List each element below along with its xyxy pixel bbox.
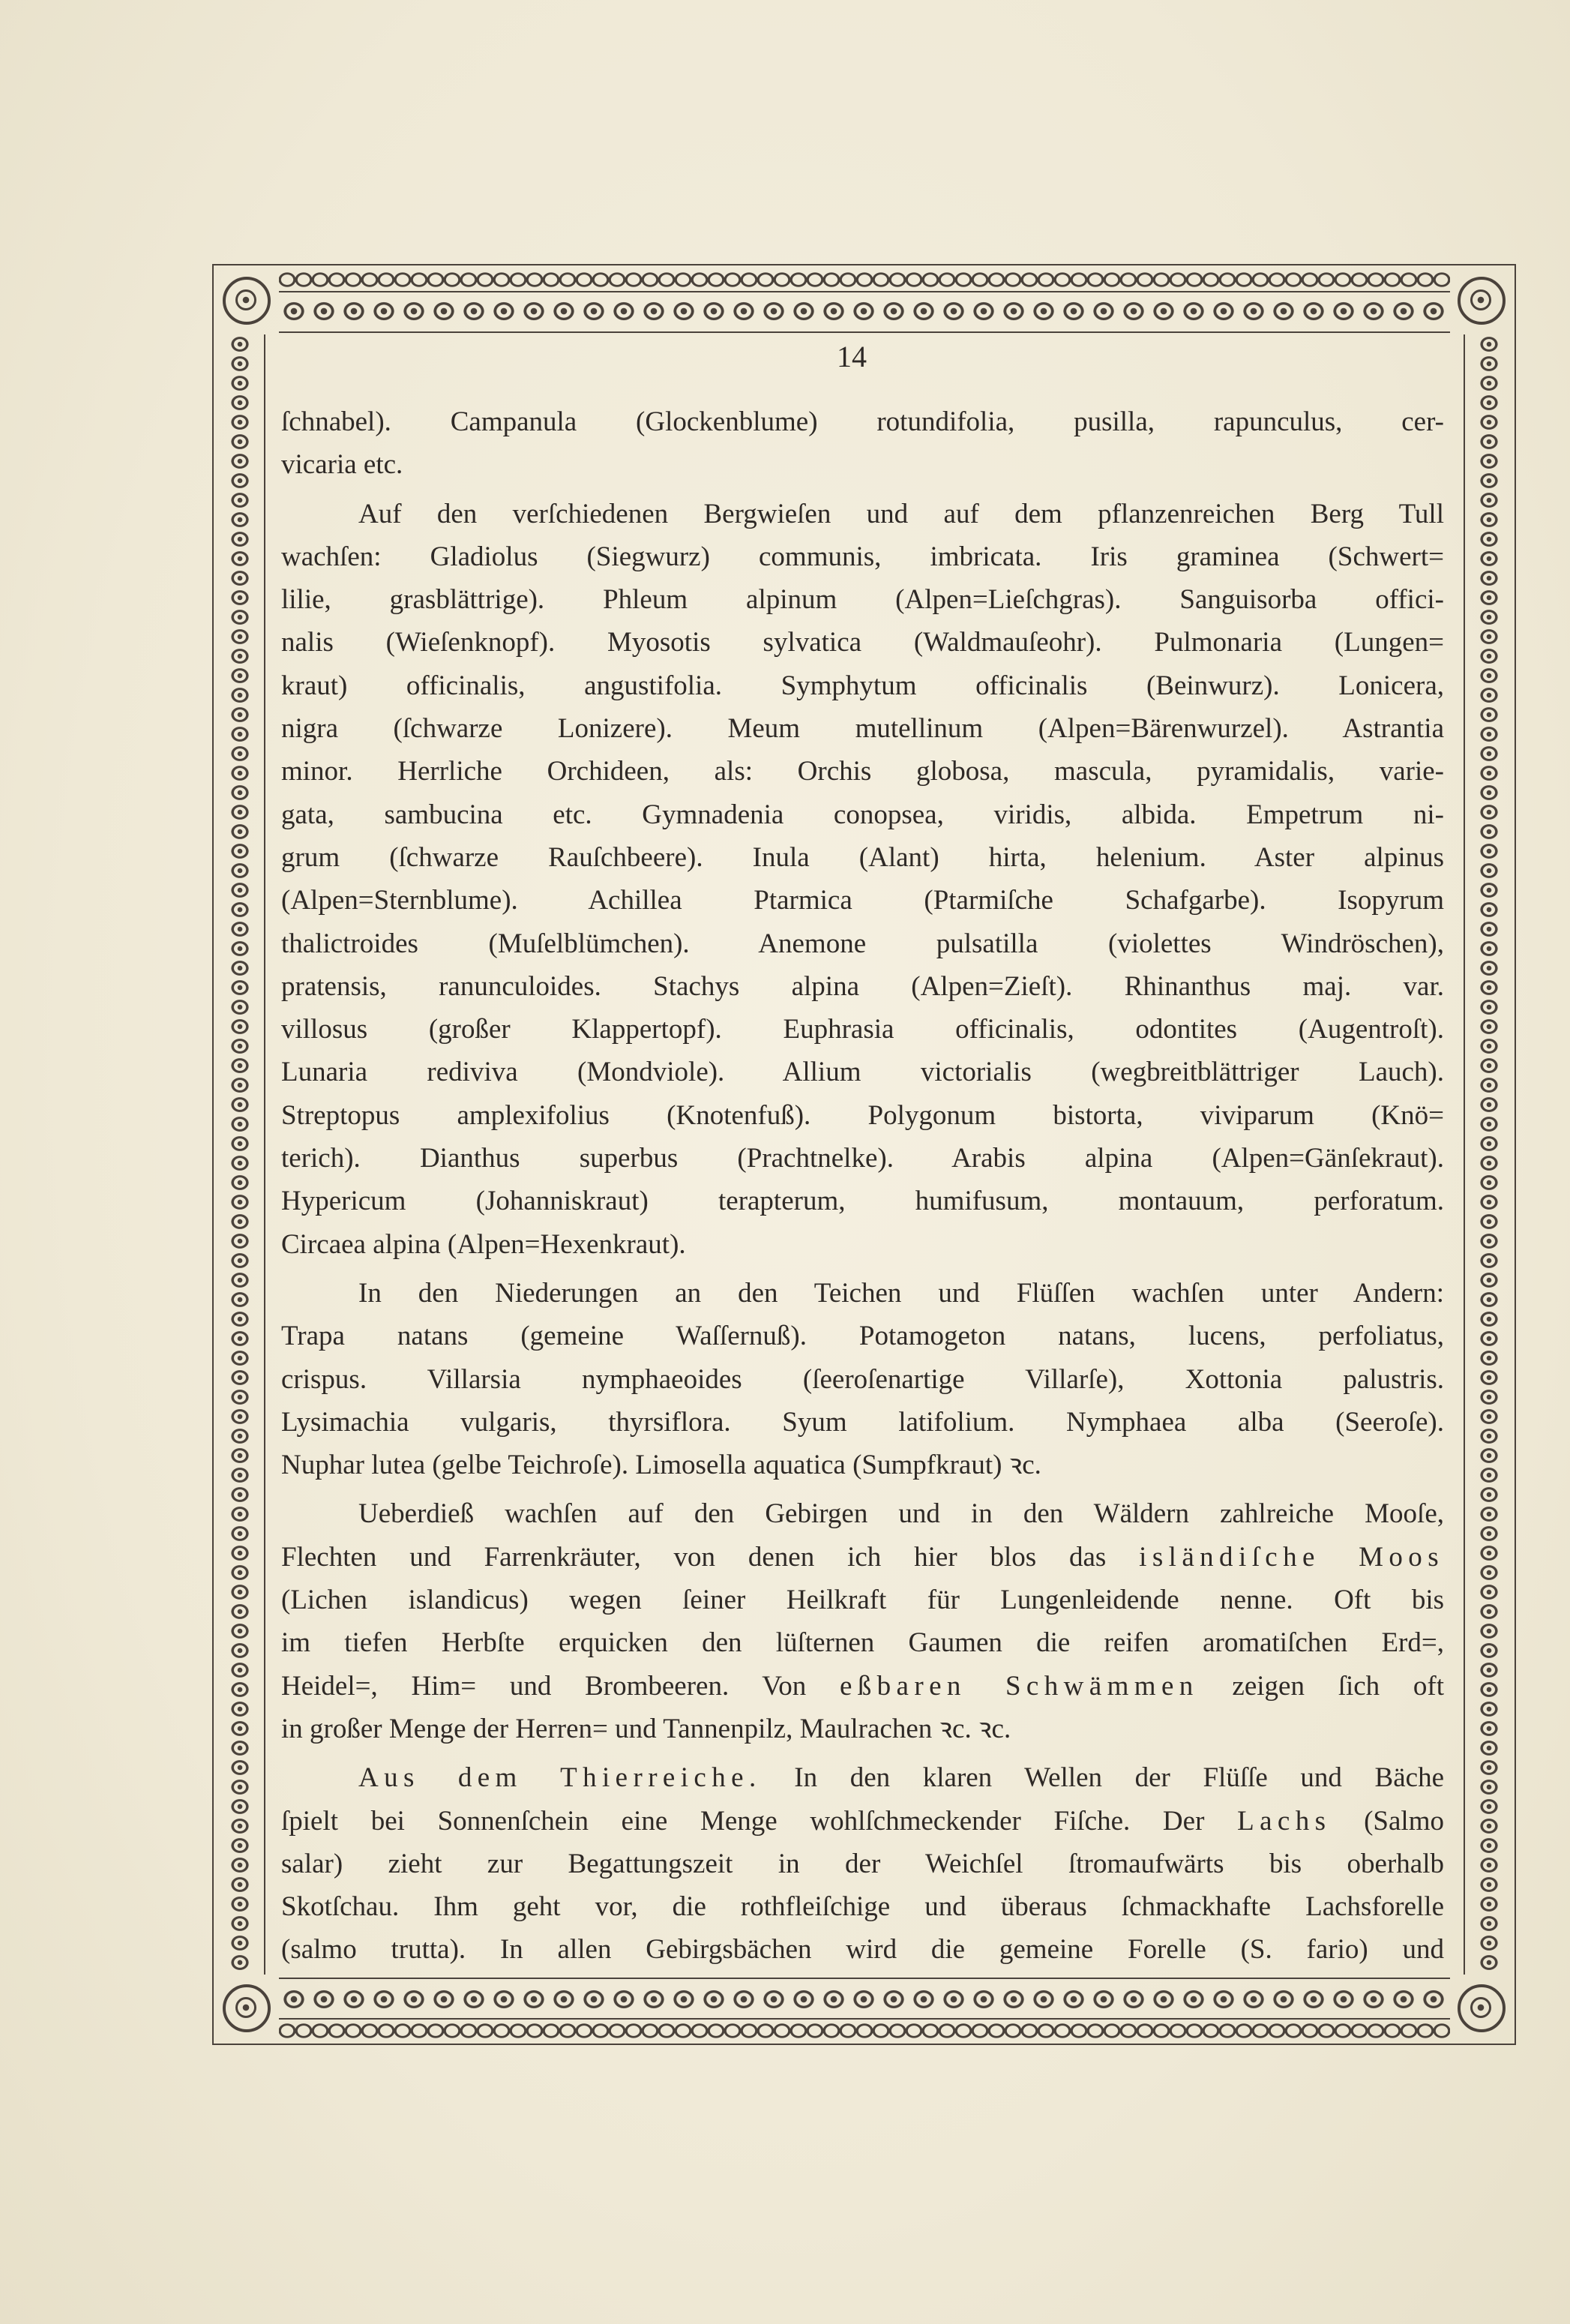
text-segment: ſpielt bei Sonnenſchein eine Menge wohlſchmeckender Fiſche. Der — [281, 1805, 1238, 1837]
text-line — [281, 879, 1444, 922]
text-line — [281, 1444, 1444, 1486]
text-segment: In den Niederungen an den Teichen und Flüſſen wachſen unter Andern: — [358, 1277, 1444, 1309]
text-line — [281, 750, 1444, 793]
text-line — [281, 1800, 1444, 1843]
text-segment: Hypericum (Johanniskraut) terapterum, humifusum, montauum, perforatum. — [281, 1186, 1444, 1217]
text-line — [281, 1180, 1444, 1222]
spaced-text: Lachs — [1237, 1805, 1332, 1837]
text-segment: villosus (großer Klappertopf). Euphrasia officinalis, odontites (Augentroſt). — [281, 1014, 1444, 1045]
right-ornament-band — [1464, 334, 1513, 1975]
text-segment: Lysimachia vulgaris, thyrsiflora. Syum latifolium. Nymphaea alba (Seeroſe). — [281, 1406, 1444, 1438]
text-line — [281, 1492, 1444, 1535]
text-line — [281, 836, 1444, 879]
spaced-text: Aus dem Thierreiche. — [358, 1762, 762, 1794]
text-segment: minor. Herrliche Orchideen, als: Orchis globosa, mascula, pyramidalis, varie- — [281, 756, 1444, 787]
text-line — [281, 1536, 1444, 1579]
text-segment: Streptopus amplexifolius (Knotenfuß). Polygonum bistorta, viviparum (Knö= — [281, 1099, 1444, 1131]
text-line — [281, 1928, 1444, 1971]
text-segment: Circaea alpina (Alpen=Hexenkraut). — [281, 1228, 686, 1260]
text-segment: vicaria etc. — [281, 449, 403, 481]
bottom-ornament-band — [279, 1978, 1450, 2044]
text-segment: Ueberdieß wachſen auf den Gebirgen und in den Wäldern zahlreiche Mooſe, — [358, 1498, 1444, 1530]
text-line — [281, 1401, 1444, 1444]
chain-ornament-row — [279, 2018, 1450, 2042]
text-line — [281, 535, 1444, 578]
text-segment: (Salmo — [1331, 1805, 1444, 1837]
text-line — [281, 1094, 1444, 1137]
text-line — [281, 1579, 1444, 1621]
text-line — [281, 1315, 1444, 1357]
text-segment: nigra (ſchwarze Lonizere). Meum mutellinum (Alpen=Bärenwurzel). Astrantia — [281, 713, 1444, 745]
body-text — [281, 400, 1444, 1972]
spaced-text: isländiſche Moos — [1139, 1541, 1444, 1573]
text-line — [281, 443, 1444, 486]
text-segment: grum (ſchwarze Rauſchbeere). Inula (Alant) hirta, helenium. Aster alpinus — [281, 841, 1444, 873]
text-line — [281, 1665, 1444, 1708]
text-line — [281, 493, 1444, 535]
text-segment: im tiefen Herbſte erquicken den lüſternen Gaumen die reifen aromatiſchen Erd=, — [281, 1627, 1444, 1659]
text-segment: (salmo trutta). In allen Gebirgsbächen wird die gemeine Forelle (S. fario) und — [281, 1934, 1444, 1966]
paragraph — [281, 1756, 1444, 1971]
text-segment: crispus. Villarsia nymphaeoides (ſeeroſenartige Villarſe), Xottonia palustris. — [281, 1363, 1444, 1395]
text-line — [281, 965, 1444, 1008]
text-segment: Lunaria rediviva (Mondviole). Allium victorialis (wegbreitblättriger Lauch). — [281, 1057, 1444, 1088]
corner-ornament-top-right — [1450, 267, 1513, 334]
corner-ornament-bottom-left — [215, 1975, 278, 2042]
corner-ornament-bottom-right — [1450, 1975, 1513, 2042]
scroll-ornament-row — [279, 294, 1450, 328]
text-segment: Nuphar lutea (gelbe Teichroſe). Limosella aquatica (Sumpfkraut) ꝛc. — [281, 1450, 1041, 1481]
paragraph — [281, 493, 1444, 1266]
text-line — [281, 1621, 1444, 1664]
page-number: 14 — [837, 340, 867, 373]
text-line — [281, 400, 1444, 443]
scroll-ornament-row — [279, 1982, 1450, 2017]
text-line — [281, 1008, 1444, 1051]
text-segment: nalis (Wieſenknopf). Myosotis sylvatica (Waldmauſeohr). Pulmonaria (Lungen= — [281, 627, 1444, 658]
text-segment: wachſen: Gladiolus (Siegwurz) communis, imbricata. Iris graminea (Schwert= — [281, 541, 1444, 572]
text-segment: salar) zieht zur Begattungszeit in der Weichſel ſtromaufwärts bis oberhalb — [281, 1848, 1444, 1879]
text-line — [281, 1885, 1444, 1928]
text-segment: lilie, grasblättrige). Phleum alpinum (Alpen=Lieſchgras). Sanguisorba offici- — [281, 584, 1444, 616]
text-line — [281, 621, 1444, 664]
text-line — [281, 1756, 1444, 1799]
left-ornament-band — [216, 334, 265, 1975]
text-segment: (Alpen=Sternblume). Achillea Ptarmica (Ptarmiſche Schafgarbe). Isopyrum — [281, 885, 1444, 916]
paragraph — [281, 1492, 1444, 1750]
text-segment: terich). Dianthus superbus (Prachtnelke). Arabis alpina (Alpen=Gänſekraut). — [281, 1143, 1444, 1174]
text-line — [281, 578, 1444, 621]
text-line — [281, 1843, 1444, 1885]
text-segment: Heidel=, Him= und Brombeeren. Von — [281, 1670, 840, 1702]
text-segment: zeigen ſich oft — [1198, 1670, 1444, 1702]
corner-ornament-top-left — [215, 267, 278, 334]
text-line — [281, 664, 1444, 707]
paragraph — [281, 1272, 1444, 1486]
text-line — [281, 1051, 1444, 1093]
text-line — [281, 707, 1444, 750]
text-line — [281, 922, 1444, 965]
text-segment: pratensis, ranunculoides. Stachys alpina (Alpen=Zieſt). Rhinanthus maj. var. — [281, 970, 1444, 1002]
top-ornament-band — [279, 267, 1450, 333]
paragraph — [281, 400, 1444, 487]
spaced-text: eßbaren Schwämmen — [839, 1670, 1199, 1702]
text-segment: Auf den verſchiedenen Bergwieſen und auf dem pflanzenreichen Berg Tull — [358, 498, 1444, 529]
text-segment: Trapa natans (gemeine Waſſernuß). Potamogeton natans, lucens, perfoliatus, — [281, 1321, 1444, 1352]
text-line — [281, 1223, 1444, 1266]
text-line — [281, 1708, 1444, 1750]
text-segment: thalictroides (Muſelblümchen). Anemone pulsatilla (violettes Windröschen), — [281, 928, 1444, 959]
text-line — [281, 1137, 1444, 1180]
chain-ornament-row — [279, 268, 1450, 292]
text-segment: In den klaren Wellen der Flüſſe und Bäche — [761, 1762, 1444, 1794]
text-segment: (Lichen islandicus) wegen ſeiner Heilkraft für Lungenleidende nenne. Oft bis — [281, 1585, 1444, 1616]
text-segment: kraut) officinalis, angustifolia. Symphytum officinalis (Beinwurz). Lonicera, — [281, 670, 1444, 701]
text-segment: Skotſchau. Ihm geht vor, die rothfleiſchige und überaus ſchmackhafte Lachsforelle — [281, 1891, 1444, 1923]
text-segment: Flechten und Farrenkräuter, von denen ich hier blos das — [281, 1541, 1140, 1573]
text-segment: gata, sambucina etc. Gymnadenia conopsea, viridis, albida. Empetrum ni- — [281, 799, 1444, 830]
text-segment: ſchnabel). Campanula (Glockenblume) rotundifolia, pusilla, rapunculus, cer- — [281, 406, 1444, 437]
text-line — [281, 1272, 1444, 1315]
text-line — [281, 1358, 1444, 1401]
text-segment: in großer Menge der Herren= und Tannenpilz, Maulrachen ꝛc. ꝛc. — [281, 1713, 1011, 1744]
text-line — [281, 793, 1444, 836]
